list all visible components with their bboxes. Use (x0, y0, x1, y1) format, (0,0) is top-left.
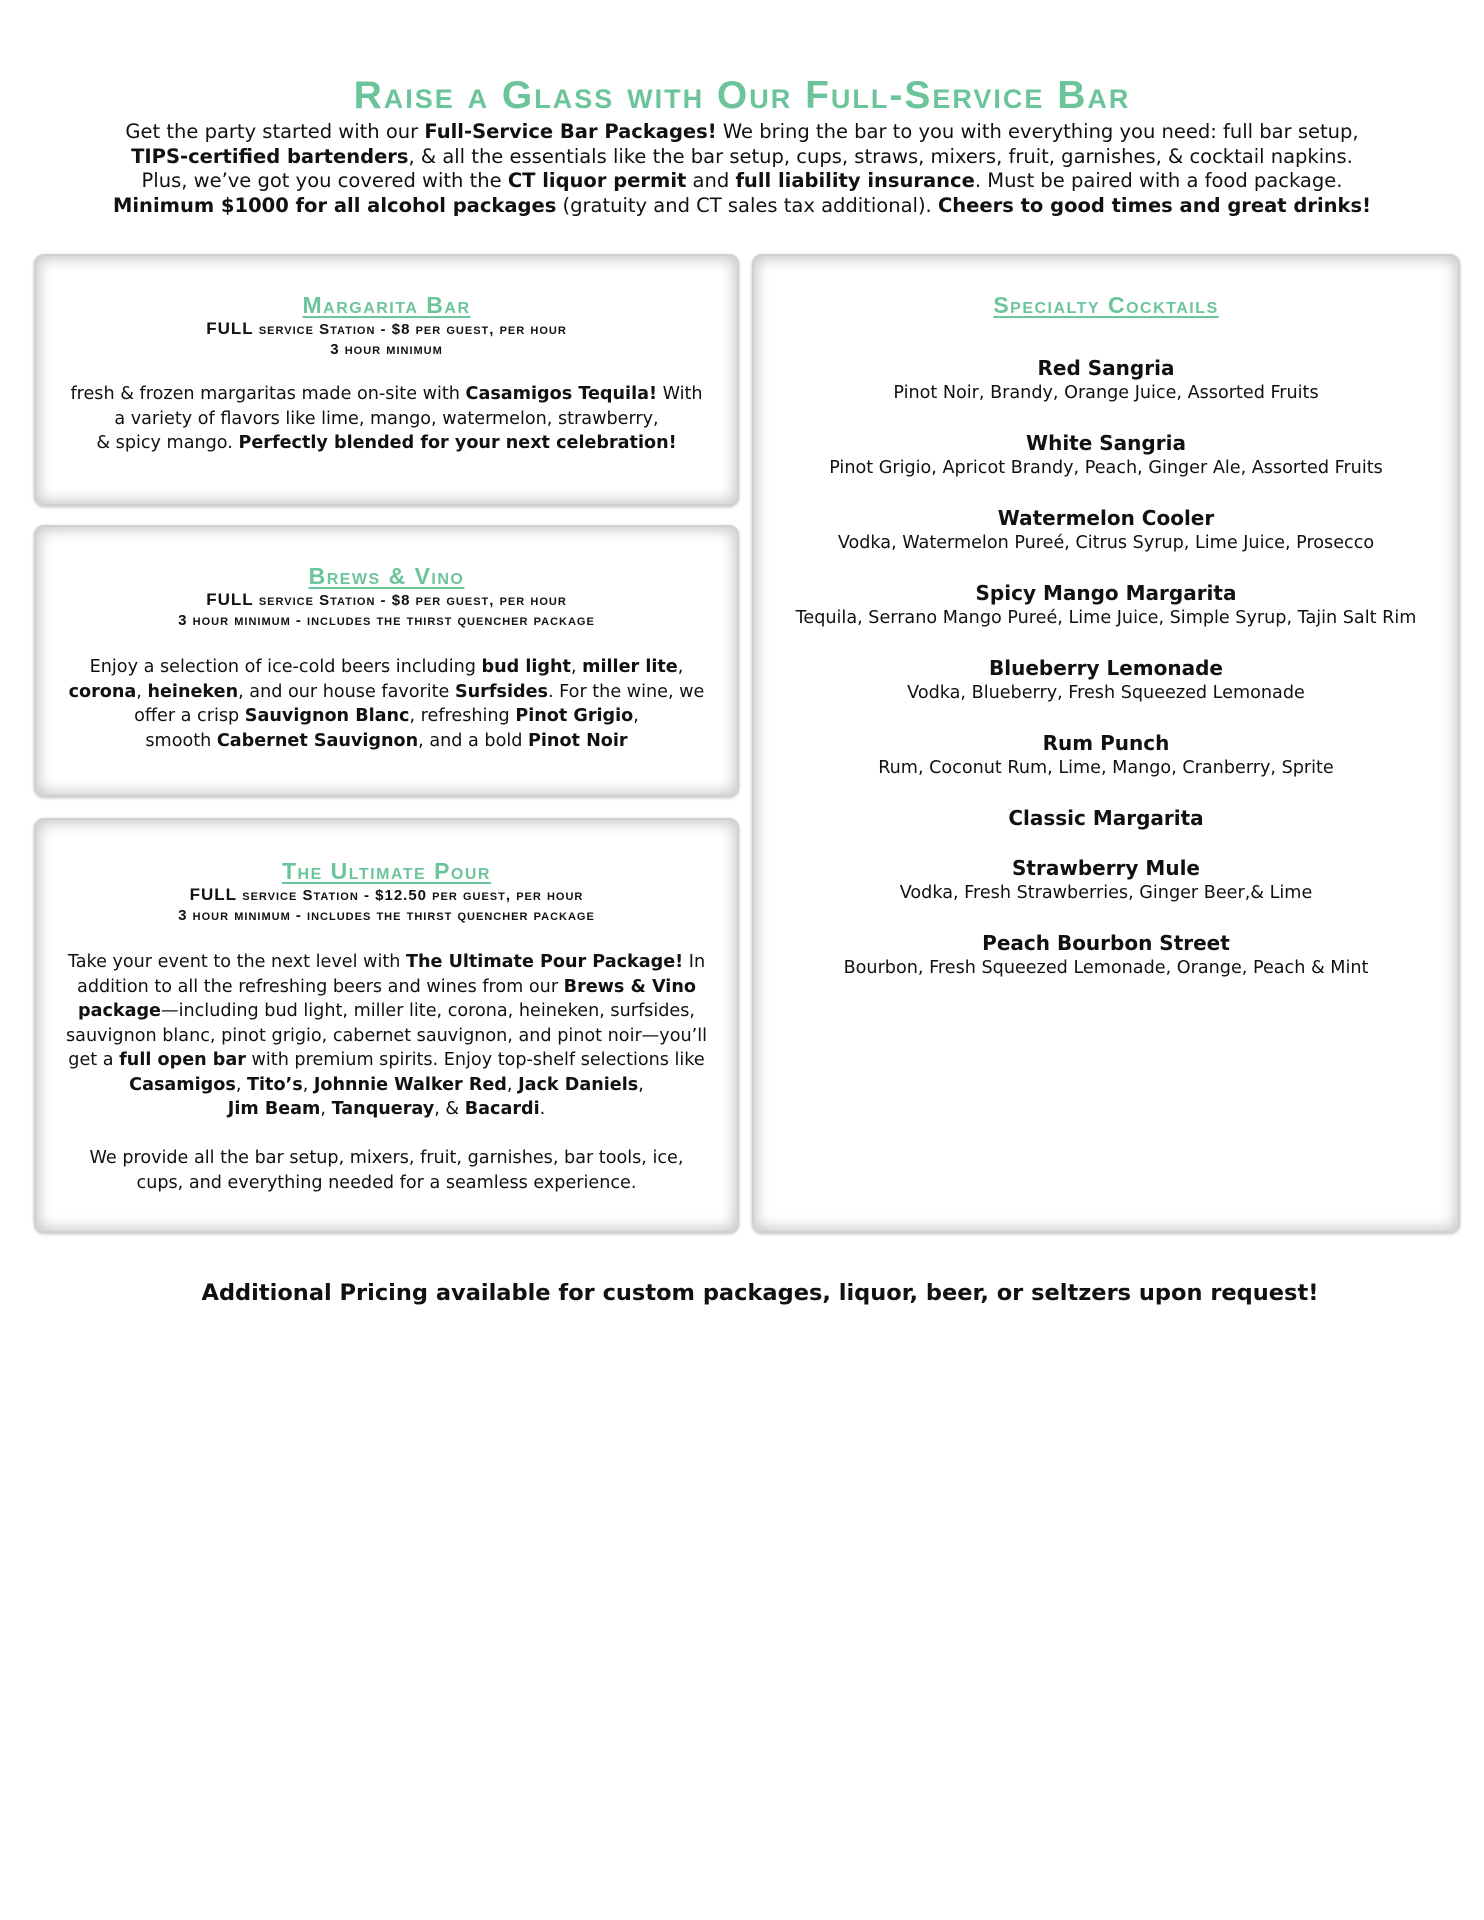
desc-text: , (506, 1074, 519, 1095)
intro-text: and (686, 169, 736, 192)
margarita-bar-card (34, 254, 739, 506)
desc-bold: Tito’s (247, 1074, 303, 1095)
desc-bold: Johnnie Walker Red (313, 1074, 507, 1095)
brews-vino-card (34, 525, 739, 797)
cocktail-ingredients: Bourbon, Fresh Squeezed Lemonade, Orange, Peach & Mint (843, 958, 1369, 978)
desc-text: We provide all the bar setup, mixers, fruit, garnishes, bar tools, ice, cups, and everything needed for a seamless experience. (89, 1148, 684, 1193)
desc-text: Enjoy a selection of ice-cold beers including (89, 657, 482, 677)
desc-text: , (677, 657, 684, 677)
desc-bold: Brews & Vino package (78, 976, 696, 1021)
desc-bold: Pinot Grigio (515, 706, 634, 726)
intro-text: (gratuity and CT sales tax additional). (556, 193, 938, 217)
cocktail-name: Spicy Mango Margarita (975, 581, 1237, 605)
pricing-text: service Station - $12.50 per guest, per hour (237, 887, 584, 904)
desc-text: , (638, 1074, 644, 1095)
desc-text: . (539, 1099, 546, 1119)
desc-text: , (570, 657, 583, 677)
page-title: Raise a Glass with Our Full-Service Bar (353, 74, 1131, 117)
specialty-cocktails-title: Specialty Cocktails (993, 292, 1219, 318)
desc-text: & spicy mango. (96, 433, 239, 453)
intro-text: We bring the bar to you with everything you need: full bar setup, (716, 120, 1359, 143)
desc-text: In addition to all the refreshing beers and wines from our (77, 952, 706, 997)
cocktail-name: Rum Punch (1042, 731, 1170, 755)
cocktail-name: Classic Margarita (1008, 806, 1204, 830)
cocktail-name: Strawberry Mule (1012, 856, 1200, 880)
cocktail-ingredients: Vodka, Blueberry, Fresh Squeezed Lemonade (907, 683, 1305, 703)
desc-bold: Jim Beam (227, 1099, 321, 1119)
intro-bold: CT liquor permit (507, 169, 687, 192)
desc-bold: Perfectly blended for your next celebration! (238, 433, 677, 453)
cocktail-ingredients: Tequila, Serrano Mango Pureé, Lime Juice, Simple Syrup, Tajin Salt Rim (795, 608, 1417, 628)
desc-bold: Tanqueray (331, 1099, 435, 1119)
intro-text: Plus, we’ve got you covered with the (141, 169, 508, 192)
desc-text: —including bud light, miller lite, corona, heineken, surfsides, sauvignon blanc, pinot grigio, cabernet sauvignon, and pinot noir—you’ll get a (66, 1001, 707, 1070)
footer-note: Additional Pricing available for custom packages, liquor, beer, or seltzers upon request! (201, 1280, 1319, 1306)
intro-bold: Full-Service Bar Packages! (424, 120, 717, 143)
cocktail-list (754, 355, 1458, 981)
cocktail-item (754, 505, 1458, 556)
cocktail-item (754, 855, 1458, 906)
desc-bold: full open bar (119, 1050, 246, 1070)
desc-text: , and our house favorite (238, 681, 455, 702)
desc-bold: miller lite (582, 657, 678, 677)
desc-bold: Casamigos (129, 1074, 236, 1095)
desc-text: with premium spirits. Enjoy top-shelf selections like (245, 1050, 705, 1070)
cocktail-name: Watermelon Cooler (997, 506, 1215, 530)
cocktail-ingredients: Rum, Coconut Rum, Lime, Mango, Cranberry, Sprite (878, 758, 1334, 778)
desc-bold: Jack Daniels (518, 1074, 639, 1095)
margarita-bar-minimum: 3 hour minimum (330, 341, 443, 358)
cocktail-name: Blueberry Lemonade (988, 656, 1223, 680)
intro-text: . Must be paired with a food package. (974, 169, 1343, 192)
desc-bold: Casamigos Tequila! (465, 384, 657, 404)
cocktail-ingredients: Pinot Noir, Brandy, Orange Juice, Assorted Fruits (893, 383, 1319, 403)
desc-text: With a variety of flavors like lime, mango, watermelon, strawberry, (114, 384, 703, 429)
full-label: FULL (189, 885, 238, 904)
ultimate-pour-description (36, 950, 737, 1195)
desc-text: , (136, 681, 148, 702)
cocktail-item (754, 655, 1458, 706)
cocktail-ingredients: Vodka, Fresh Strawberries, Ginger Beer,& Lime (899, 883, 1313, 903)
cocktail-item (754, 730, 1458, 781)
cocktail-name: White Sangria (1026, 431, 1186, 455)
desc-text: smooth (145, 730, 217, 751)
margarita-bar-description (36, 382, 737, 456)
cocktail-name: Red Sangria (1037, 356, 1175, 380)
cocktail-ingredients: Pinot Grigio, Apricot Brandy, Peach, Ginger Ale, Assorted Fruits (829, 458, 1383, 478)
desc-text: , refreshing (409, 706, 516, 726)
desc-bold: bud light (481, 657, 571, 677)
desc-bold: Sauvignon Blanc (244, 706, 410, 726)
brews-vino-title: Brews & Vino (308, 563, 465, 589)
desc-text: , (633, 706, 639, 726)
full-label: FULL (206, 590, 254, 609)
desc-text: fresh & frozen margaritas made on-site with (70, 384, 466, 404)
ultimate-pour-title: The Ultimate Pour (281, 858, 491, 884)
ultimate-pour-pricing (36, 885, 737, 906)
desc-bold: heineken (147, 681, 239, 702)
intro-text: Get the party started with our (125, 120, 425, 143)
pricing-text: service Station - $8 per guest, per hour (253, 592, 567, 609)
ultimate-pour-minimum: 3 hour minimum - includes the thirst quencher package (178, 907, 595, 924)
cocktail-item (754, 355, 1458, 406)
cocktail-item (754, 580, 1458, 631)
cocktail-item (754, 430, 1458, 481)
intro-bold: TIPS-certified bartenders (131, 144, 409, 168)
margarita-bar-title: Margarita Bar (302, 292, 471, 318)
intro-bold: Minimum $1000 for all alcohol packages (112, 193, 557, 217)
intro-bold: full liability insurance (735, 169, 975, 192)
desc-text: , & (434, 1099, 465, 1119)
desc-bold: Surfsides (454, 681, 548, 702)
desc-bold: The Ultimate Pour Package! (405, 952, 684, 972)
desc-bold: Pinot Noir (528, 730, 628, 751)
brews-vino-minimum: 3 hour minimum - includes the thirst quencher package (178, 612, 595, 629)
desc-text: , and a bold (418, 730, 528, 751)
margarita-bar-pricing (36, 319, 737, 340)
desc-text: . For the wine, we offer a crisp (134, 681, 705, 726)
desc-bold: Cabernet Sauvignon (216, 730, 419, 751)
desc-text: Take your event to the next level with (67, 952, 406, 972)
cocktail-ingredients: Vodka, Watermelon Pureé, Citrus Syrup, Lime Juice, Prosecco (837, 533, 1375, 553)
desc-text: , (235, 1074, 247, 1095)
desc-text: , (302, 1074, 314, 1095)
full-label: FULL (206, 319, 254, 338)
intro-bold: Cheers to good times and great drinks! (937, 193, 1372, 217)
intro-text: , & all the essentials like the bar setup, cups, straws, mixers, fruit, garnishes, & cocktail napkins. (408, 144, 1353, 168)
desc-bold: Bacardi (464, 1099, 540, 1119)
desc-text: , (320, 1099, 332, 1119)
ultimate-pour-card (34, 818, 739, 1233)
cocktail-name: Peach Bourbon Street (982, 931, 1230, 955)
intro-paragraph (92, 120, 1392, 218)
pricing-text: service Station - $8 per guest, per hour (253, 321, 567, 338)
cocktail-item (754, 930, 1458, 981)
specialty-cocktails-card (752, 254, 1460, 1233)
cocktail-item (754, 805, 1458, 831)
desc-bold: corona (68, 681, 137, 702)
brews-vino-pricing (36, 590, 737, 611)
brews-vino-description (36, 655, 737, 753)
